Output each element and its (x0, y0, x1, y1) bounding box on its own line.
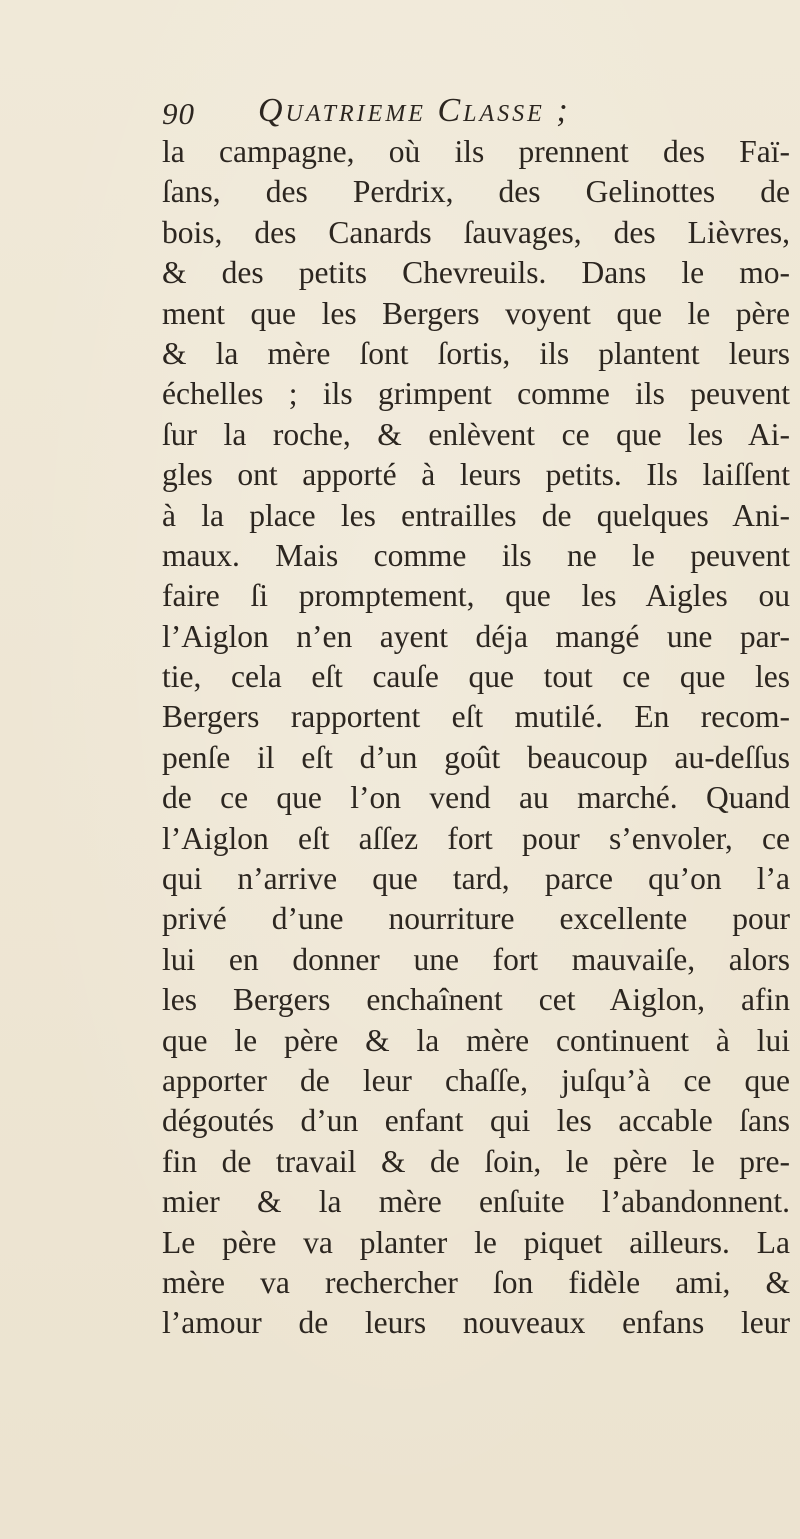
text-line: les Bergers enchaînent cet Aiglon, afin (162, 982, 790, 1018)
text-line: tie, cela eſt cauſe que tout ce que les (162, 659, 790, 695)
text-line: mère va rechercher ſon fidèle ami, & (162, 1264, 790, 1300)
text-line: Le père va planter le piquet ailleurs. La (162, 1224, 790, 1260)
body-text (162, 132, 790, 1344)
text-line: de ce que l’on vend au marché. Quand (162, 780, 790, 816)
text-line: l’amour de leurs nouveaux enfans leur (162, 1305, 790, 1341)
text-line: que le père & la mère continuent à lui (162, 1022, 790, 1058)
text-line: échelles ; ils grimpent comme ils peuvent (162, 376, 790, 412)
text-line: l’Aiglon n’en ayent déja mangé une par- (162, 618, 790, 654)
text-line: gles ont apporté à leurs petits. Ils laiſſent (162, 457, 790, 493)
running-head: Quatrieme Classe ; (258, 92, 571, 129)
text-line: privé d’une nourriture excellente pour (162, 901, 790, 937)
text-line: fin de travail & de ſoin, le père le pre- (162, 1143, 790, 1179)
text-line: faire ſi promptement, que les Aigles ou (162, 578, 790, 614)
text-line: & la mère ſont ſortis, ils plantent leurs (162, 335, 790, 371)
text-line: ſur la roche, & enlèvent ce que les Ai- (162, 416, 790, 452)
text-line: la campagne, où ils prennent des Faï- (162, 134, 790, 169)
text-line: qui n’arrive que tard, parce qu’on l’a (162, 861, 790, 897)
text-line: Bergers rapportent eſt mutilé. En recom- (162, 699, 790, 735)
text-line: ſans, des Perdrix, des Gelinottes de (162, 174, 790, 210)
text-line: lui en donner une fort mauvaiſe, alors (162, 941, 790, 977)
text-line: maux. Mais comme ils ne le peuvent (162, 537, 790, 573)
page-number: 90 (162, 96, 195, 131)
text-line: bois, des Canards ſauvages, des Lièvres, (162, 214, 790, 250)
text-line: apporter de leur chaſſe, juſqu’à ce que (162, 1062, 790, 1098)
text-line: & des petits Chevreuils. Dans le mo- (162, 255, 790, 291)
text-line: mier & la mère enſuite l’abandonnent. (162, 1184, 790, 1220)
text-line: dégoutés d’un enfant qui les accable ſans (162, 1103, 790, 1139)
text-line: l’Aiglon eſt aſſez fort pour s’envoler, ce (162, 820, 790, 856)
text-line: penſe il eſt d’un goût beaucoup au-deſſus (162, 739, 790, 775)
text-line: ment que les Bergers voyent que le père (162, 295, 790, 331)
text-line: à la place les entrailles de quelques Ani- (162, 497, 790, 533)
